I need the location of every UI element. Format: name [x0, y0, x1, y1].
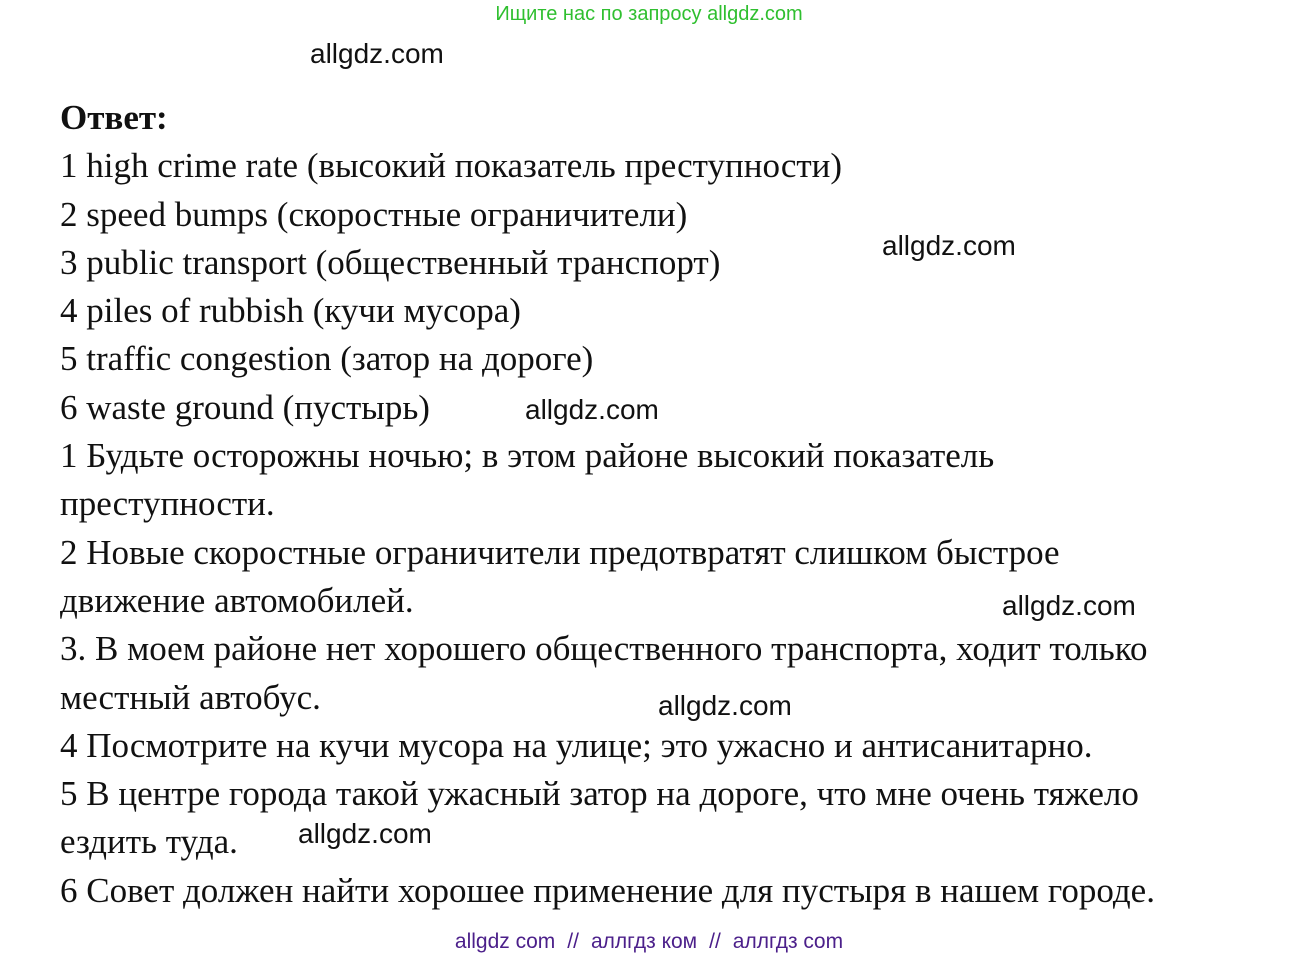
answer-block: [60, 94, 1290, 915]
answer-line: 4 piles of rubbish (кучи мусора): [60, 291, 521, 331]
answer-line: 4 Посмотрите на кучи мусора на улице; это ужасно и антисанитарно.: [60, 725, 1093, 765]
watermark: allgdz.com: [1002, 590, 1136, 621]
watermark: allgdz.com: [310, 38, 444, 69]
footer-separator: //: [567, 930, 579, 953]
answer-line: движение автомобилей.: [60, 580, 414, 620]
answer-line: местный автобус.: [60, 677, 321, 717]
watermark: allgdz.com: [882, 230, 1016, 261]
watermark: allgdz.com: [658, 690, 792, 721]
answer-line: 6 waste ground (пустырь): [60, 387, 430, 427]
answer-line: 1 high crime rate (высокий показатель преступности): [60, 146, 843, 186]
footer-separator: //: [709, 930, 721, 953]
watermark: allgdz.com: [525, 394, 659, 425]
answer-line: 3 public transport (общественный транспорт): [60, 242, 721, 282]
answer-line: 5 В центре города такой ужасный затор на дороге, что мне очень тяжело: [60, 774, 1139, 814]
answer-line: 1 Будьте осторожны ночью; в этом районе высокий показатель: [60, 436, 995, 476]
watermark: allgdz.com: [298, 818, 432, 849]
top-banner: Ищите нас по запросу allgdz.com: [495, 3, 803, 25]
answer-line: 2 Новые скоростные ограничители предотвратят слишком быстрое: [60, 532, 1060, 572]
answer-line: 2 speed bumps (скоростные ограничители): [60, 194, 688, 234]
answer-heading: Ответ:: [60, 98, 168, 137]
answer-line: 6 Совет должен найти хорошее применение для пустыря в нашем городе.: [60, 870, 1155, 910]
answer-line: 5 traffic congestion (затор на дороге): [60, 339, 594, 379]
answer-line: 3. В моем районе нет хорошего общественного транспорта, ходит только: [60, 629, 1148, 669]
footer-link[interactable]: allgdz com: [454, 930, 556, 953]
footer-link[interactable]: аллгдз com: [732, 930, 844, 953]
footer-links: [0, 930, 1298, 954]
answer-line: ездить туда.: [60, 822, 238, 862]
answer-line: преступности.: [60, 484, 275, 524]
footer-link[interactable]: аллгдз ком: [590, 930, 698, 953]
